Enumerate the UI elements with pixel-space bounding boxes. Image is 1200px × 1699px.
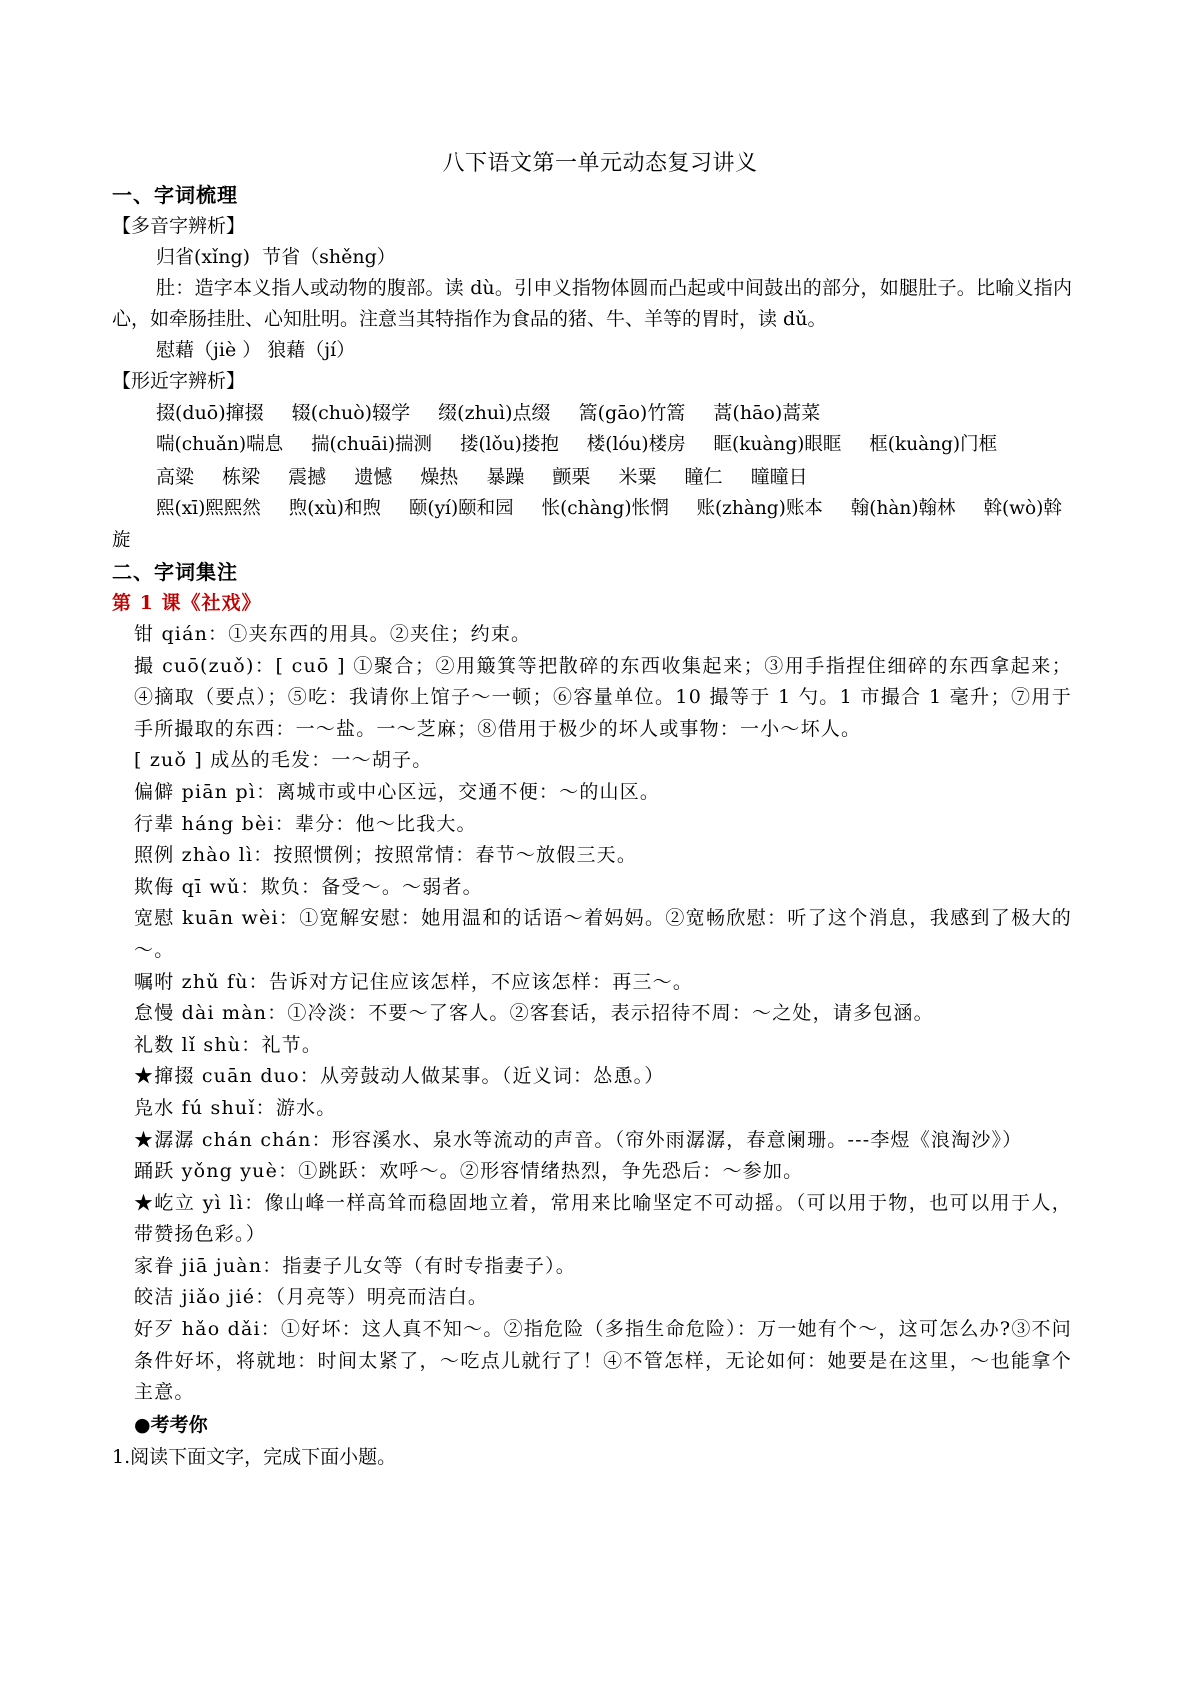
word-item: 框(kuàng)门框	[869, 434, 998, 455]
vocab-entry: 好歹 hǎo dǎi：①好坏：这人真不知～。②指危险（多指生命危险）：万一她有个～，这可怎么办?③不问条件好坏，将就地：时间太紧了，～吃点儿就行了！④不管怎样，无论如何：她要是在这里，～也能拿个主意。	[134, 1318, 1072, 1404]
lesson-title: 第 1 课《社戏》	[112, 592, 262, 614]
similar-chars-row	[112, 493, 1072, 557]
similar-chars-row	[112, 461, 1072, 493]
word-item: 搂(lǒu)搂抱	[459, 434, 559, 455]
word-item: 翰(hàn)翰林	[850, 498, 956, 519]
word-item: 燥热	[420, 466, 459, 488]
polyphone-line: 肚：造字本义指人或动物的腹部。读 dù。引申义指物体圆而凸起或中间鼓出的部分，如腿肚子。比喻义指内心，如牵肠挂肚、心知肚明。注意当其特指作为食品的猪、牛、羊等的胃时，读 dǔ。	[112, 277, 1072, 330]
vocab-entry: 撮 cuō(zuǒ)：[ cuō ] ①聚合；②用簸箕等把散碎的东西收集起来；③用手指捏住细碎的东西拿起来；④摘取（要点）；⑤吃：我请你上馆子～一顿；⑥容量单位。10 撮等于 1 勺。1 市撮合 1 毫升；⑦用于手所撮取的东西：一～盐。一～芝麻；⑧借用于极少的坏人或事物：一小～坏人。	[134, 654, 1072, 740]
similar-chars-row	[112, 397, 1072, 429]
vocab-entry: 行辈 háng bèi：辈分：他～比我大。	[134, 812, 477, 835]
word-item: 震撼	[288, 466, 327, 488]
word-item: 栋梁	[222, 466, 261, 488]
vocab-entry: 礼数 lǐ shù：礼节。	[134, 1033, 323, 1056]
word-item: 熙(xī)熙熙然	[156, 498, 261, 519]
similar-chars-row	[112, 429, 1072, 461]
word-item: 瞳仁	[684, 466, 723, 488]
word-item: 辍(chuò)辍学	[291, 402, 411, 424]
polyphone-heading: 【多音字辨析】	[112, 215, 246, 237]
word-item: 喘(chuǎn)喘息	[156, 434, 284, 455]
word-item: 掇(duō)撺掇	[156, 402, 264, 424]
word-item: 颤栗	[552, 466, 591, 488]
word-item: 颐(yí)颐和园	[408, 498, 514, 519]
vocab-entry: [ zuǒ ] 成丛的毛发：一～胡子。	[134, 749, 433, 772]
vocab-entry: ★屹立 yì lì：像山峰一样高耸而稳固地立着，常用来比喻坚定不可动摇。（可以用于物，也可以用于人，带赞扬色彩。）	[134, 1191, 1072, 1246]
vocab-entry: 照例 zhào lì：按照惯例；按照常情：春节～放假三天。	[134, 844, 638, 867]
word-item: 怅(chàng)怅惘	[541, 498, 669, 519]
vocab-entry: 偏僻 piān pì：离城市或中心区远，交通不便：～的山区。	[134, 780, 661, 803]
question-text: 1.阅读下面文字，完成下面小题。	[112, 1445, 397, 1468]
vocab-entry: 欺侮 qī wǔ：欺负：备受～。～弱者。	[134, 875, 483, 898]
vocab-entry: ★撺掇 cuān duo：从旁鼓动人做某事。（近义词：怂恿。）	[134, 1065, 665, 1088]
word-item: 篙(gāo)竹篙	[578, 402, 686, 424]
word-item: 眶(kuàng)眼眶	[713, 434, 842, 455]
quiz-heading: ●考考你	[134, 1413, 208, 1436]
vocabulary-entries	[112, 619, 1072, 1409]
word-item: 遗憾	[354, 466, 393, 488]
vocab-entry: 皎洁 jiǎo jié：（月亮等）明亮而洁白。	[134, 1286, 489, 1309]
section-heading-1: 一、字词梳理	[112, 183, 238, 207]
word-item: 高粱	[156, 466, 195, 488]
section-heading-2: 二、字词集注	[112, 560, 238, 584]
word-item: 曈曈日	[750, 466, 808, 488]
polyphone-line: 慰藉（jiè ） 狼藉（jí）	[156, 339, 356, 361]
vocab-entry: 宽慰 kuān wèi：①宽解安慰：她用温和的话语～着妈妈。②宽畅欣慰：听了这个消息，我感到了极大的～。	[134, 907, 1072, 961]
word-item: 米粟	[618, 466, 657, 488]
vocab-entry: 嘱咐 zhǔ fù：告诉对方记住应该怎样，不应该怎样：再三～。	[134, 970, 694, 993]
word-item: 楼(lóu)楼房	[586, 434, 686, 455]
polyphone-line: 归省(xǐng) 节省（shěng）	[156, 246, 396, 268]
word-item: 缀(zhuì)点缀	[438, 402, 551, 424]
word-item: 斡(wò)斡旋	[112, 498, 1062, 551]
page-title: 八下语文第一单元动态复习讲义	[442, 151, 758, 176]
vocab-entry: 踊跃 yǒng yuè：①跳跃：欢呼～。②形容情绪热烈，争先恐后：～参加。	[134, 1160, 804, 1183]
vocab-entry: 家眷 jiā juàn：指妻子儿女等（有时专指妻子）。	[134, 1254, 576, 1277]
word-item: 煦(xù)和煦	[288, 498, 381, 519]
word-item: 暴躁	[486, 466, 525, 488]
vocab-entry: ★潺潺 chán chán：形容溪水、泉水等流动的声音。（帘外雨潺潺，春意阑珊。---李煜《浪淘沙》）	[134, 1128, 1023, 1151]
word-item: 账(zhàng)账本	[696, 498, 823, 519]
word-item: 揣(chuāi)揣测	[310, 434, 433, 455]
word-item: 蒿(hāo)蒿菜	[713, 402, 821, 424]
document-body	[112, 180, 1072, 1473]
vocab-entry: 钳 qián：①夹东西的用具。②夹住；约束。	[134, 623, 532, 645]
vocab-entry: 怠慢 dài màn：①冷淡：不要～了客人。②客套话，表示招待不周：～之处，请多包涵。	[134, 1002, 934, 1025]
similar-chars-heading: 【形近字辨析】	[112, 370, 246, 392]
vocab-entry: 凫水 fú shuǐ：游水。	[134, 1096, 337, 1119]
